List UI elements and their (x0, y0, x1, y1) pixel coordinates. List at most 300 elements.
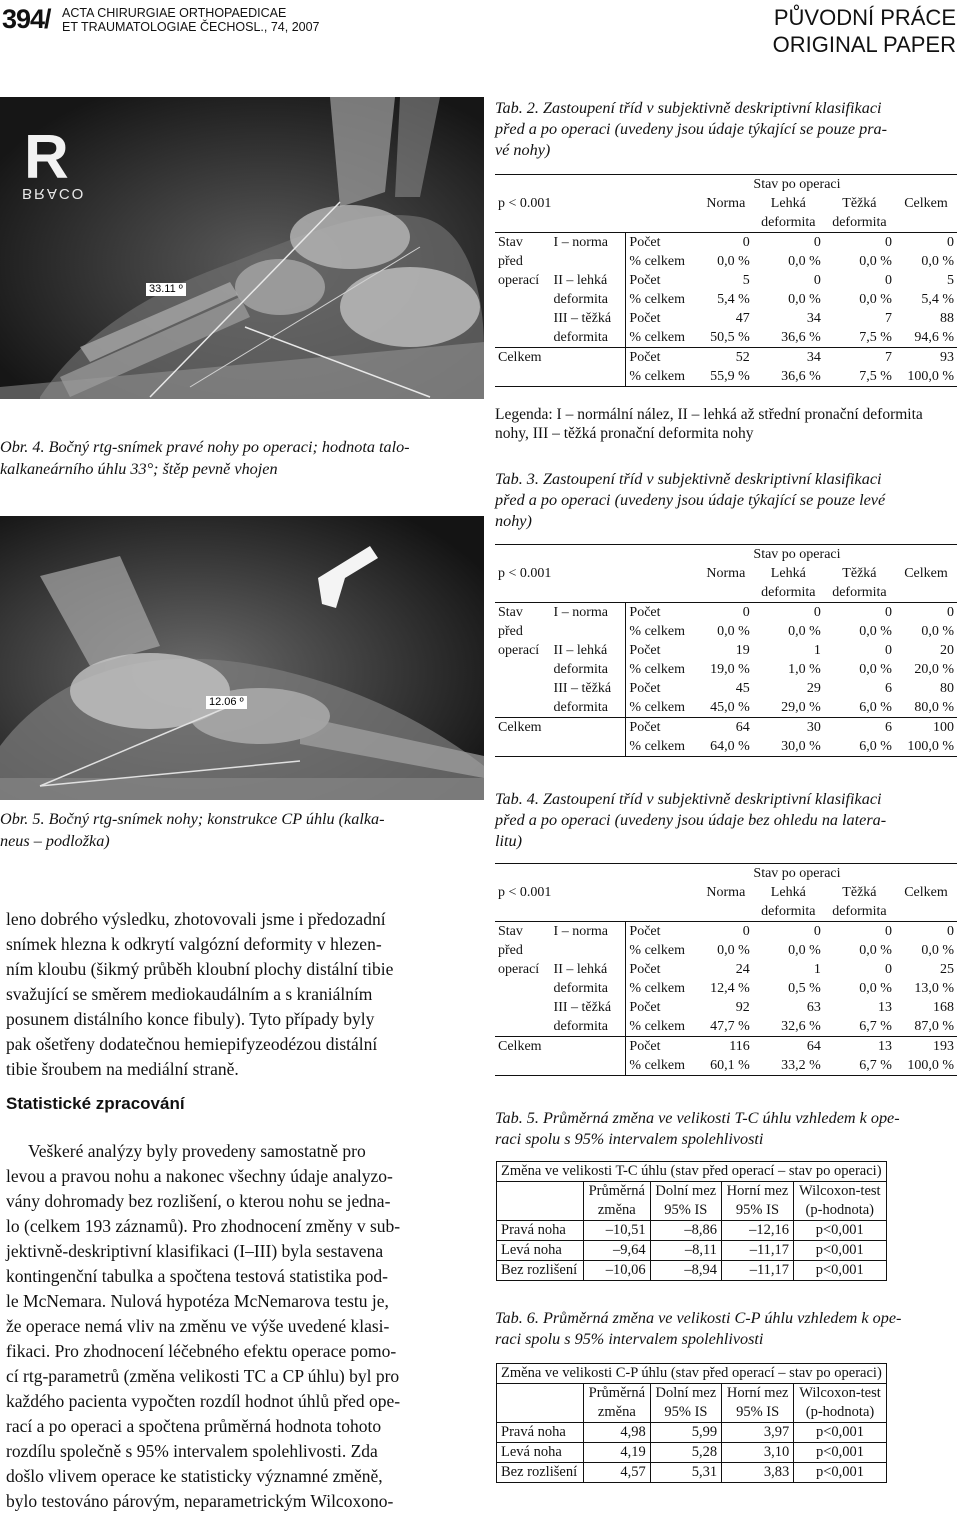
empty-cell (551, 545, 626, 565)
table-row (495, 960, 957, 979)
header-line: Wilcoxon-test (799, 1385, 881, 1401)
value-cell: 64 (753, 1037, 824, 1057)
row-group-label (495, 290, 551, 309)
text-line: snímek hlezna k odkrytí valgózní deformity v hlezen- (6, 934, 382, 954)
header-line: (p-hodnota) (805, 1202, 874, 1218)
value-cell: 20,0 % (914, 662, 954, 677)
value-cell: 5,99 (650, 1423, 721, 1443)
row-measure-label: Počet (626, 718, 699, 738)
column-header (753, 564, 824, 603)
value-cell: 0 (884, 605, 892, 620)
table-2-legend (495, 405, 957, 443)
section-heading: Statistické zpracování (6, 1094, 185, 1113)
header-row (495, 545, 957, 565)
value-cell: 47 (735, 311, 750, 326)
header-row (497, 1384, 887, 1423)
section-line-1: PŮVODNÍ PRÁCE (773, 5, 956, 30)
row-measure-label: Počet (626, 998, 699, 1017)
angle-label: 33.11 º (146, 283, 186, 296)
column-header: Norma (699, 564, 753, 603)
table-row (497, 1463, 887, 1483)
empty-cell (495, 864, 551, 884)
column-header (794, 1182, 887, 1221)
journal-title (62, 6, 320, 34)
text-line: vány dohromady bez rozlišení, o kterou nohu se jedna- (6, 1191, 391, 1211)
value-cell: –8,11 (650, 1241, 721, 1261)
row-group-label: před (498, 943, 523, 958)
value-cell: 60,1 % (710, 1058, 750, 1073)
row-measure-label: Počet (626, 309, 699, 328)
value-cell: 24 (735, 962, 750, 977)
value-cell: 19 (735, 643, 750, 658)
table-row (497, 1423, 887, 1443)
value-cell: 0 (742, 235, 750, 250)
empty-cell (551, 864, 626, 884)
row-class-label: II – lehká (553, 643, 608, 658)
value-cell: 193 (895, 1037, 957, 1057)
table-row (495, 348, 957, 368)
value-cell: 116 (699, 1037, 753, 1057)
row-label: Bez rozlišení (497, 1463, 584, 1483)
row-group-label (495, 679, 551, 698)
value-cell: 0,0 % (921, 943, 954, 958)
value-cell: p<0,001 (794, 1241, 887, 1261)
value-cell: 3,10 (722, 1443, 794, 1463)
text-line: cí rtg-parametrů (změna velikosti TC a CP úhlu) byl pro (6, 1366, 400, 1386)
value-cell: 0,0 % (921, 254, 954, 269)
value-cell: 47,7 % (710, 1019, 750, 1034)
value-cell: 5,28 (650, 1443, 721, 1463)
side-marker-letter: R (24, 123, 69, 192)
value-cell: 0 (884, 924, 892, 939)
value-cell: 6,0 % (859, 700, 892, 715)
header-line: změna (597, 1404, 636, 1420)
empty-cell (551, 175, 626, 195)
column-header (824, 194, 895, 233)
table-6-caption (495, 1308, 955, 1350)
value-cell: 1 (813, 643, 821, 658)
text-line: jektivně-deskriptivní klasifikaci (I–III) byla sestavena (6, 1241, 384, 1261)
column-header: Celkem (895, 564, 957, 603)
header-line: deformita (761, 215, 816, 230)
table-row (495, 271, 957, 290)
value-cell: 4,19 (583, 1443, 650, 1463)
figure-4-caption (0, 436, 484, 480)
empty-cell (895, 175, 957, 195)
table-grid (495, 863, 957, 1076)
table-row (497, 1241, 887, 1261)
text-line: že operace nemá vliv na změnu ve výše uvedené klasi- (6, 1316, 390, 1336)
table-row (497, 1261, 887, 1281)
text-line: lo (celkem 193 záznamů). Pro zhodnocení změny v sub- (6, 1216, 401, 1236)
value-cell: 25 (940, 962, 954, 977)
column-header (753, 194, 824, 233)
row-class-label: deformita (553, 662, 608, 677)
value-cell: 29 (806, 681, 821, 696)
value-cell: 5,4 % (921, 292, 954, 307)
row-group-label (495, 737, 626, 757)
column-header (824, 564, 895, 603)
value-cell: 6 (824, 718, 895, 738)
value-cell: 64,0 % (710, 739, 750, 754)
table-row (495, 698, 957, 718)
value-cell: 0 (947, 605, 954, 620)
value-cell: 19,0 % (710, 662, 750, 677)
empty-cell (626, 545, 699, 565)
row-group-label (495, 309, 551, 328)
column-header (650, 1384, 721, 1423)
caption-line: vé nohy) (495, 141, 551, 159)
value-cell: 0,0 % (717, 943, 750, 958)
header-line: Horní mez (726, 1183, 789, 1199)
value-cell: 12,4 % (710, 981, 750, 996)
column-header (753, 883, 824, 922)
row-measure-label: Počet (626, 233, 699, 253)
header-line: Dolní mez (655, 1183, 717, 1199)
row-label: Pravá noha (497, 1221, 584, 1241)
header-line: Průměrná (588, 1385, 646, 1401)
caption-line: před a po operaci (uvedeny jsou údaje týkající se pouze pra- (495, 120, 887, 138)
value-cell: 0 (813, 924, 821, 939)
value-cell: 0 (742, 605, 750, 620)
value-cell: 34 (806, 311, 821, 326)
header-line: 95% IS (735, 1202, 780, 1218)
table-row (497, 1221, 887, 1241)
table-row (497, 1443, 887, 1463)
empty-cell (626, 864, 699, 884)
row-group-label: Stav (498, 605, 523, 620)
value-cell: 5 (742, 273, 750, 288)
value-cell: 100,0 % (907, 1058, 954, 1073)
xray-figure-5 (0, 516, 484, 800)
row-label: Levá noha (497, 1241, 584, 1261)
row-group-label: operací (498, 962, 540, 977)
row-label: Pravá noha (497, 1423, 584, 1443)
title-row (497, 1162, 887, 1182)
row-measure-label: Počet (626, 922, 699, 942)
page-number: 394/ (2, 4, 51, 34)
row-group-label: Stav (498, 924, 523, 939)
value-cell: 100,0 % (907, 739, 954, 754)
value-cell: 0 (884, 643, 892, 658)
empty-cell (895, 864, 957, 884)
row-measure-label: Počet (626, 960, 699, 979)
row-measure-label: % celkem (626, 252, 699, 271)
value-cell: 6,0 % (859, 739, 892, 754)
value-cell: 13 (877, 1000, 892, 1015)
row-measure-label: Počet (626, 271, 699, 290)
value-cell: 100 (895, 718, 957, 738)
header-line: deformita (761, 585, 816, 600)
p-value-label: p < 0.001 (495, 883, 699, 922)
value-cell: 64 (699, 718, 753, 738)
column-group-header: Stav po operaci (753, 547, 841, 562)
value-cell: p<0,001 (794, 1423, 887, 1443)
value-cell: 29,0 % (781, 700, 821, 715)
row-group-label: před (498, 254, 523, 269)
row-measure-label: % celkem (626, 660, 699, 679)
value-cell: 30 (753, 718, 824, 738)
header-row (495, 175, 957, 195)
row-group-label: Celkem (495, 348, 626, 368)
row-measure-label: Počet (626, 641, 699, 660)
row-class-label: I – norma (553, 924, 608, 939)
value-cell: 63 (806, 1000, 821, 1015)
row-class-label: deformita (553, 700, 608, 715)
caption-line: kalkaneárního úhlu 33°; štěp pevně vhojen (0, 460, 278, 478)
row-class-label (551, 622, 626, 641)
value-cell: 0 (884, 273, 892, 288)
value-cell: 0 (947, 924, 954, 939)
row-class-label: deformita (553, 330, 608, 345)
table-grid (495, 544, 957, 757)
column-group-header: Stav po operaci (753, 866, 841, 881)
column-header: Celkem (895, 883, 957, 922)
column-header (583, 1182, 650, 1221)
figure-5-caption (0, 808, 484, 852)
header-line: Lehká (770, 885, 806, 900)
value-cell: –8,86 (650, 1221, 721, 1241)
text-line: pak ošetřeny dodatečnou hemiepifyzeodézou distální (6, 1034, 378, 1054)
header-line: deformita (832, 585, 887, 600)
row-group-label: operací (498, 643, 540, 658)
row-measure-label: Počet (626, 1037, 699, 1057)
row-measure-label: % celkem (626, 290, 699, 309)
table-row (495, 679, 957, 698)
text-line: tibie šroubem na mediální straně. (6, 1059, 239, 1079)
value-cell: –11,17 (721, 1261, 793, 1281)
table-row (495, 290, 957, 309)
row-measure-label: % celkem (626, 941, 699, 960)
value-cell: 0 (813, 273, 821, 288)
text-line: levou a pravou nohu a nakonec všechny údaje analyzo- (6, 1166, 393, 1186)
table-4-caption (495, 789, 955, 852)
value-cell: 33,2 % (781, 1058, 821, 1073)
empty-cell (497, 1182, 584, 1221)
value-cell: 0,0 % (717, 624, 750, 639)
caption-line: Tab. 6. Průměrná změna ve velikosti C-P úhlu vzhledem k ope- (495, 1309, 902, 1327)
title-row (497, 1364, 887, 1384)
row-group-label (495, 660, 551, 679)
value-cell: 88 (940, 311, 954, 326)
journal-line-1: ACTA CHIRURGIAE ORTHOPAEDICAE (62, 6, 287, 20)
table-2-caption (495, 98, 955, 161)
row-group-label: Celkem (495, 1037, 626, 1057)
caption-line: Obr. 5. Bočný rtg-snímek nohy; konstrukce CP úhlu (kalka- (0, 810, 385, 828)
column-header (722, 1384, 794, 1423)
text-line: posunem distálního konce fibuly). Tyto případy byly (6, 1009, 375, 1029)
value-cell: –9,64 (583, 1241, 650, 1261)
table-row (495, 737, 957, 757)
table-row (495, 328, 957, 348)
table-3-caption (495, 469, 955, 532)
value-cell: 34 (753, 348, 824, 368)
value-cell: 6,7 % (859, 1058, 892, 1073)
row-group-label: operací (498, 273, 540, 288)
xray-figure-4 (0, 97, 484, 399)
table-row (495, 641, 957, 660)
row-group-label (495, 328, 551, 348)
caption-line: Tab. 3. Zastoupení tříd v subjektivně deskriptivní klasifikaci (495, 470, 882, 488)
column-header (583, 1384, 650, 1423)
row-measure-label: % celkem (626, 1017, 699, 1037)
row-measure-label: % celkem (626, 622, 699, 641)
row-measure-label: % celkem (626, 698, 699, 718)
value-cell: –10,06 (583, 1261, 650, 1281)
header-line: Průměrná (588, 1183, 645, 1199)
value-cell: 100,0 % (907, 369, 954, 384)
header-row (495, 564, 957, 603)
header-line: 95% IS (664, 1404, 708, 1420)
value-cell: 0,0 % (859, 254, 892, 269)
value-cell: p<0,001 (794, 1463, 887, 1483)
caption-line: neus – podložka) (0, 832, 110, 850)
text-line: došlo vlivem operace ke statisticky významné změně, (6, 1466, 383, 1486)
legend-line: Legenda: I – normální nález, II – lehká až střední pronační deformita (495, 406, 923, 423)
value-cell: –10,51 (583, 1221, 650, 1241)
row-measure-label: % celkem (626, 737, 699, 757)
row-class-label: II – lehká (553, 962, 608, 977)
value-cell: 0 (813, 235, 821, 250)
table-row (495, 1037, 957, 1057)
value-cell: 0,0 % (717, 254, 750, 269)
caption-line: raci spolu s 95% intervalem spolehlivosti (495, 1130, 764, 1148)
table-5 (496, 1161, 887, 1281)
side-marker-text: BRACO (22, 185, 86, 202)
table-6 (496, 1363, 887, 1483)
value-cell: 0 (742, 924, 750, 939)
value-cell: 45,0 % (710, 700, 750, 715)
value-cell: 36,6 % (781, 330, 821, 345)
row-class-label: deformita (553, 981, 608, 996)
value-cell: 1,0 % (788, 662, 821, 677)
legend-line: nohy, III – těžká pronační deformita nohy (495, 425, 754, 442)
caption-line: Tab. 4. Zastoupení tříd v subjektivně deskriptivní klasifikaci (495, 790, 882, 808)
value-cell: 5,31 (650, 1463, 721, 1483)
value-cell: 13,0 % (914, 981, 954, 996)
table-3 (495, 544, 957, 757)
row-group-label (495, 979, 551, 998)
table-4 (495, 863, 957, 1076)
value-cell: 20 (940, 643, 954, 658)
header-row (495, 194, 957, 233)
row-group-label: před (498, 624, 523, 639)
table-row (495, 252, 957, 271)
value-cell: 4,98 (583, 1423, 650, 1443)
header-line: (p-hodnota) (805, 1404, 875, 1420)
row-class-label (551, 252, 626, 271)
table-5-caption (495, 1108, 955, 1150)
text-line: svažující se směrem mediokaudálním a s kraniálním (6, 984, 373, 1004)
value-cell: 0,0 % (788, 943, 821, 958)
row-measure-label: Počet (626, 679, 699, 698)
p-value-label: p < 0.001 (495, 194, 699, 233)
caption-line: nohy) (495, 512, 532, 530)
value-cell: 7 (884, 311, 892, 326)
row-group-label (495, 367, 626, 387)
empty-cell (495, 545, 551, 565)
table-row (495, 922, 957, 942)
value-cell: 0,0 % (859, 662, 892, 677)
caption-line: Tab. 5. Průměrná změna ve velikosti T-C úhlu vzhledem k ope- (495, 1109, 900, 1127)
value-cell: p<0,001 (794, 1443, 887, 1463)
value-cell: 92 (735, 1000, 750, 1015)
row-label: Levá noha (497, 1443, 584, 1463)
value-cell: 7,5 % (859, 330, 892, 345)
value-cell: 30,0 % (781, 739, 821, 754)
value-cell: 0,0 % (788, 254, 821, 269)
header-line: deformita (832, 904, 887, 919)
value-cell: 36,6 % (781, 369, 821, 384)
text-line: rací a po operaci a spočtena průměrná hodnota tohoto (6, 1416, 382, 1436)
value-cell: 94,6 % (914, 330, 954, 345)
value-cell: 0 (947, 235, 954, 250)
caption-line: před a po operaci (uvedeny jsou údaje týkající se pouze levé (495, 491, 886, 509)
header-line: Lehká (770, 196, 806, 211)
table-grid (495, 174, 957, 387)
text-line: rozdílu společně s 95% intervalem spolehlivosti. Zda (6, 1441, 378, 1461)
row-group-label (495, 998, 551, 1017)
table-row (495, 998, 957, 1017)
header-row (495, 883, 957, 922)
table-row (495, 309, 957, 328)
value-cell: 0 (884, 235, 892, 250)
value-cell: 4,57 (583, 1463, 650, 1483)
table-grid (496, 1161, 887, 1281)
row-group-label (495, 698, 551, 718)
column-header (794, 1384, 887, 1423)
value-cell: 32,6 % (781, 1019, 821, 1034)
header-line: deformita (832, 215, 887, 230)
text-line: bylo testováno párovým, neparametrickým Wilcoxono- (6, 1491, 394, 1511)
empty-cell (895, 545, 957, 565)
row-class-label: III – těžká (553, 681, 612, 696)
column-header: Norma (699, 194, 753, 233)
table-row (495, 603, 957, 623)
value-cell: 0 (813, 605, 821, 620)
text-line: le McNemara. Nulová hypotéza McNemarova testu je, (6, 1291, 389, 1311)
row-class-label: deformita (553, 1019, 608, 1034)
table-row (495, 660, 957, 679)
table-row (495, 1056, 957, 1076)
header-row (497, 1182, 887, 1221)
journal-line-2: ET TRAUMATOLOGIAE ČECHOSL., 74, 2007 (62, 20, 320, 34)
row-class-label: deformita (553, 292, 608, 307)
value-cell: –12,16 (721, 1221, 793, 1241)
row-measure-label: % celkem (626, 1056, 699, 1076)
value-cell: 52 (699, 348, 753, 368)
header-line: Těžká (842, 885, 877, 900)
value-cell: 87,0 % (914, 1019, 954, 1034)
value-cell: 80 (940, 681, 954, 696)
value-cell: 55,9 % (710, 369, 750, 384)
value-cell: 0,0 % (859, 292, 892, 307)
header-row (495, 864, 957, 884)
caption-line: Obr. 4. Bočný rtg-snímek pravé nohy po operaci; hodnota talo- (0, 438, 410, 456)
table-row (495, 979, 957, 998)
value-cell: 3,97 (722, 1423, 794, 1443)
value-cell: 0,0 % (859, 943, 892, 958)
value-cell: 6 (884, 681, 892, 696)
row-group-label: Stav (498, 235, 523, 250)
value-cell: 7,5 % (859, 369, 892, 384)
header-line: Wilcoxon-test (799, 1183, 881, 1199)
row-class-label (551, 941, 626, 960)
column-header: Norma (699, 883, 753, 922)
header-line: Horní mez (726, 1385, 789, 1401)
value-cell: 45 (735, 681, 750, 696)
empty-cell (497, 1384, 584, 1423)
